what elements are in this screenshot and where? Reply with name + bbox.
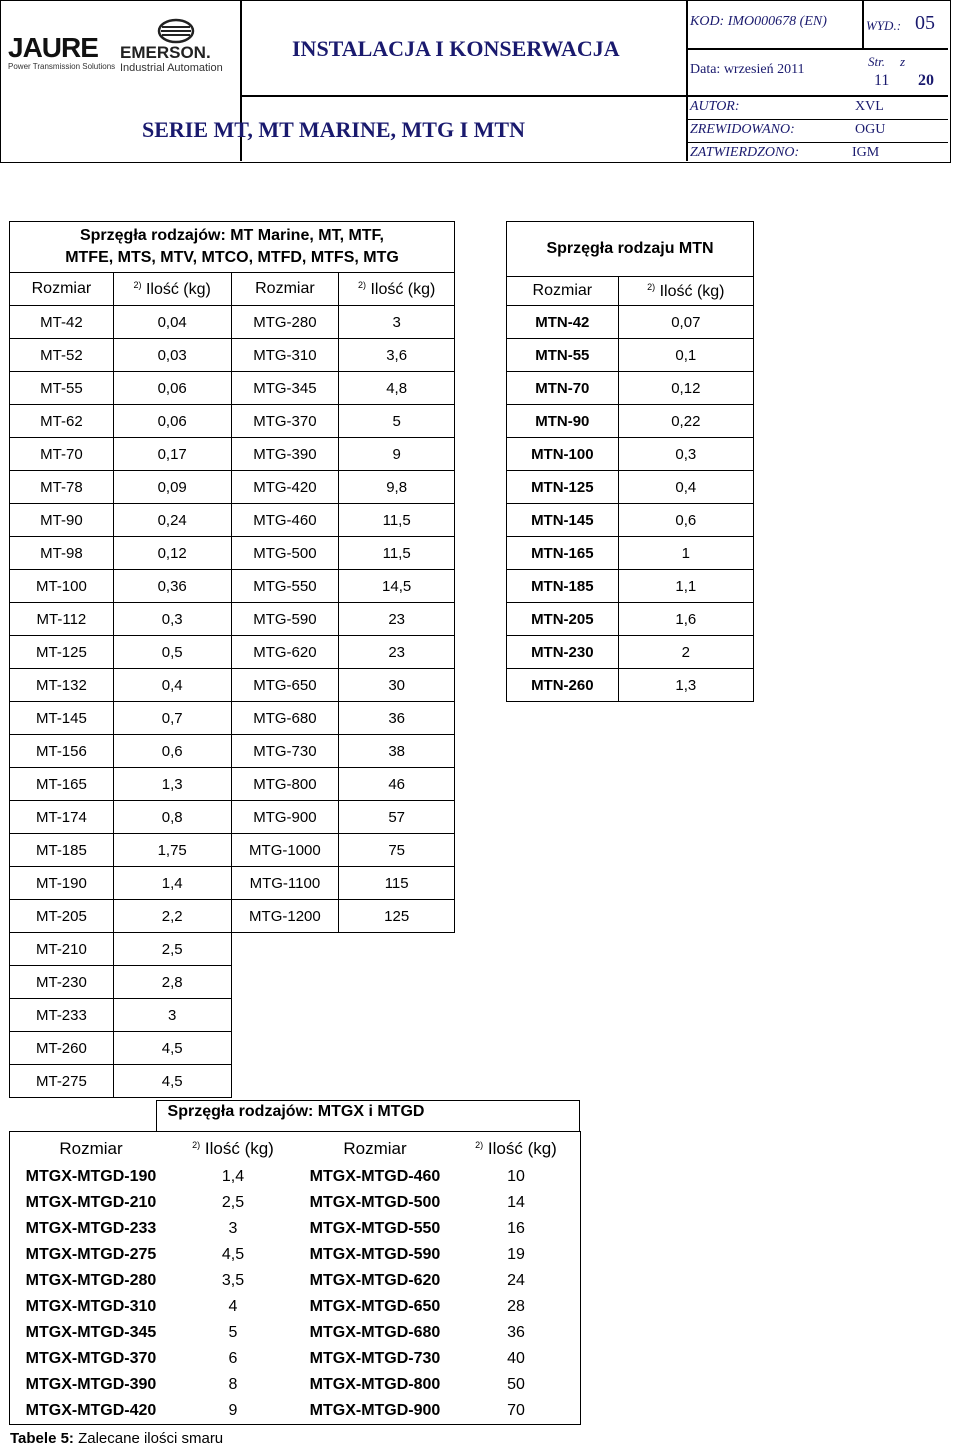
qty-cell: 11,5 bbox=[339, 504, 455, 537]
size-cell: MTG-650 bbox=[231, 669, 339, 702]
doc-date: Data: wrzesień 2011 bbox=[690, 62, 805, 77]
size-cell: MTN-70 bbox=[507, 372, 619, 405]
page-label: Str. bbox=[868, 54, 885, 69]
size-cell: MTGX-MTGD-460 bbox=[309, 1168, 441, 1185]
qty-cell: 9,8 bbox=[339, 471, 455, 504]
column-header-qty bbox=[454, 1134, 578, 1164]
qty-cell: 0,1 bbox=[618, 339, 753, 372]
size-cell: MTGX-MTGD-390 bbox=[25, 1376, 157, 1393]
empty-cell bbox=[231, 933, 455, 966]
qty-cell: 8 bbox=[228, 1376, 238, 1393]
qty-cell: 4,5 bbox=[113, 1032, 231, 1065]
size-cell: MTGX-MTGD-590 bbox=[309, 1246, 441, 1263]
qty-cell: 2,8 bbox=[113, 966, 231, 999]
qty-cell: 28 bbox=[507, 1298, 525, 1315]
table-row bbox=[10, 570, 455, 603]
qty-cell: 0,22 bbox=[618, 405, 753, 438]
size-cell: MTG-280 bbox=[231, 306, 339, 339]
empty-cell bbox=[231, 1065, 455, 1098]
table-row bbox=[10, 1032, 455, 1065]
page-of-label: z bbox=[900, 54, 906, 69]
qty-cell: 3 bbox=[113, 999, 231, 1032]
lubricant-table-mtn bbox=[506, 221, 754, 702]
size-cell: MTG-345 bbox=[231, 372, 339, 405]
qty-cell: 0,3 bbox=[113, 603, 231, 636]
author-label: AUTOR: bbox=[690, 99, 740, 114]
size-cell: MT-174 bbox=[10, 801, 114, 834]
table-row bbox=[10, 900, 455, 933]
size-cell: MTN-42 bbox=[507, 306, 619, 339]
caption-number: Tabele 5: bbox=[10, 1430, 74, 1447]
size-cell: MT-98 bbox=[10, 537, 114, 570]
qty-cell: 40 bbox=[507, 1350, 525, 1367]
table-row bbox=[10, 768, 455, 801]
size-cell: MTG-730 bbox=[231, 735, 339, 768]
size-cell: MTGX-MTGD-233 bbox=[25, 1220, 157, 1237]
qty-cell: 1,1 bbox=[618, 570, 753, 603]
qty-cell: 11,5 bbox=[339, 537, 455, 570]
table-row bbox=[12, 1398, 578, 1424]
column-header-qty-note: 2) bbox=[647, 281, 656, 292]
column-header-qty bbox=[170, 1134, 296, 1164]
qty-cell: 0,24 bbox=[113, 504, 231, 537]
column-header-qty-label: Ilość (kg) bbox=[370, 280, 436, 298]
qty-cell: 36 bbox=[507, 1324, 525, 1341]
qty-cell: 0,12 bbox=[113, 537, 231, 570]
qty-cell: 9 bbox=[228, 1402, 238, 1419]
table-row bbox=[10, 504, 455, 537]
size-cell: MT-78 bbox=[10, 471, 114, 504]
qty-cell: 0,8 bbox=[113, 801, 231, 834]
size-cell: MT-275 bbox=[10, 1065, 114, 1098]
size-cell: MTG-370 bbox=[231, 405, 339, 438]
column-header-size: Rozmiar bbox=[343, 1139, 407, 1158]
emerson-logo bbox=[120, 18, 236, 74]
table-row bbox=[10, 438, 455, 471]
qty-cell: 0,09 bbox=[113, 471, 231, 504]
size-cell: MTN-125 bbox=[507, 471, 619, 504]
qty-cell: 50 bbox=[507, 1376, 525, 1393]
table-row bbox=[10, 966, 455, 999]
table-row bbox=[507, 504, 754, 537]
qty-cell: 36 bbox=[339, 702, 455, 735]
column-header-qty-label: Ilość (kg) bbox=[487, 1139, 557, 1158]
qty-cell: 30 bbox=[339, 669, 455, 702]
size-cell: MTGX-MTGD-500 bbox=[309, 1194, 441, 1211]
column-header-qty-note: 2) bbox=[357, 279, 366, 290]
size-cell: MTG-620 bbox=[231, 636, 339, 669]
table-caption bbox=[10, 1430, 223, 1447]
qty-cell: 2,2 bbox=[113, 900, 231, 933]
column-header-size: Rozmiar bbox=[10, 273, 114, 306]
table-row bbox=[507, 537, 754, 570]
table-row bbox=[12, 1190, 578, 1216]
qty-cell: 3,6 bbox=[339, 339, 455, 372]
size-cell: MTN-185 bbox=[507, 570, 619, 603]
size-cell: MTN-55 bbox=[507, 339, 619, 372]
table-row bbox=[10, 834, 455, 867]
table-row bbox=[507, 636, 754, 669]
table1-title-line1: Sprzęgła rodzajów: MT Marine, MT, MTF, bbox=[79, 227, 384, 244]
size-cell: MTG-680 bbox=[231, 702, 339, 735]
size-cell: MTG-1000 bbox=[231, 834, 339, 867]
size-cell: MTG-1100 bbox=[231, 867, 339, 900]
size-cell: MT-70 bbox=[10, 438, 114, 471]
table3-title: Sprzęgła rodzajów: MTGX i MTGD bbox=[167, 1103, 425, 1120]
table-row bbox=[10, 471, 455, 504]
author-value: XVL bbox=[855, 99, 884, 114]
size-cell: MTN-230 bbox=[507, 636, 619, 669]
size-cell: MT-55 bbox=[10, 372, 114, 405]
lubricant-table-mtgx bbox=[12, 1134, 578, 1424]
qty-cell: 70 bbox=[507, 1402, 525, 1419]
column-header-qty bbox=[618, 277, 753, 306]
size-cell: MTG-800 bbox=[231, 768, 339, 801]
qty-cell: 0,06 bbox=[113, 372, 231, 405]
size-cell: MTG-420 bbox=[231, 471, 339, 504]
table-row bbox=[10, 405, 455, 438]
size-cell: MTN-90 bbox=[507, 405, 619, 438]
table-row bbox=[507, 306, 754, 339]
column-header-qty bbox=[113, 273, 231, 306]
qty-cell: 0,4 bbox=[113, 669, 231, 702]
size-cell: MTGX-MTGD-650 bbox=[309, 1298, 441, 1315]
qty-cell: 0,17 bbox=[113, 438, 231, 471]
qty-cell: 1 bbox=[618, 537, 753, 570]
size-cell: MT-165 bbox=[10, 768, 114, 801]
empty-cell bbox=[231, 966, 455, 999]
size-cell: MTG-550 bbox=[231, 570, 339, 603]
size-cell: MTGX-MTGD-680 bbox=[309, 1324, 441, 1341]
table2-title-row bbox=[507, 222, 754, 277]
column-header-qty-label: Ilość (kg) bbox=[204, 1139, 274, 1158]
table-row bbox=[10, 636, 455, 669]
revised-label: ZREWIDOWANO: bbox=[690, 122, 795, 137]
empty-cell bbox=[231, 999, 455, 1032]
size-cell: MT-233 bbox=[10, 999, 114, 1032]
column-header-size: Rozmiar bbox=[59, 1139, 123, 1158]
size-cell: MTGX-MTGD-190 bbox=[25, 1168, 157, 1185]
qty-cell: 4,8 bbox=[339, 372, 455, 405]
table3-header-row bbox=[12, 1134, 578, 1164]
qty-cell: 3 bbox=[228, 1220, 238, 1237]
qty-cell: 3,5 bbox=[221, 1272, 245, 1289]
column-header-qty bbox=[339, 273, 455, 306]
qty-cell: 24 bbox=[507, 1272, 525, 1289]
table-row bbox=[507, 372, 754, 405]
size-cell: MT-205 bbox=[10, 900, 114, 933]
table-row bbox=[10, 339, 455, 372]
table-row bbox=[507, 405, 754, 438]
approved-label: ZATWIERDZONO: bbox=[690, 145, 800, 160]
table-row bbox=[10, 933, 455, 966]
qty-cell: 38 bbox=[339, 735, 455, 768]
qty-cell: 0,6 bbox=[618, 504, 753, 537]
qty-cell: 0,04 bbox=[113, 306, 231, 339]
column-header-qty-label: Ilość (kg) bbox=[145, 280, 211, 298]
qty-cell: 46 bbox=[339, 768, 455, 801]
qty-cell: 0,5 bbox=[113, 636, 231, 669]
table-row bbox=[10, 702, 455, 735]
qty-cell: 5 bbox=[339, 405, 455, 438]
size-cell: MTG-390 bbox=[231, 438, 339, 471]
qty-cell: 0,12 bbox=[618, 372, 753, 405]
size-cell: MTGX-MTGD-550 bbox=[309, 1220, 441, 1237]
size-cell: MT-185 bbox=[10, 834, 114, 867]
column-header-qty-label: Ilość (kg) bbox=[659, 282, 725, 300]
qty-cell: 6 bbox=[228, 1350, 238, 1367]
size-cell: MTN-260 bbox=[507, 669, 619, 702]
emerson-tagline: Industrial Automation bbox=[120, 62, 223, 74]
size-cell: MTG-1200 bbox=[231, 900, 339, 933]
size-cell: MTGX-MTGD-800 bbox=[309, 1376, 441, 1393]
table-row bbox=[12, 1346, 578, 1372]
table-row bbox=[507, 438, 754, 471]
qty-cell: 1,4 bbox=[113, 867, 231, 900]
size-cell: MTGX-MTGD-310 bbox=[25, 1298, 157, 1315]
table-row bbox=[12, 1242, 578, 1268]
qty-cell: 14 bbox=[507, 1194, 525, 1211]
qty-cell: 23 bbox=[339, 603, 455, 636]
qty-cell: 1,4 bbox=[221, 1168, 245, 1185]
qty-cell: 1,6 bbox=[618, 603, 753, 636]
size-cell: MTGX-MTGD-370 bbox=[25, 1350, 157, 1367]
table-row bbox=[10, 867, 455, 900]
qty-cell: 0,36 bbox=[113, 570, 231, 603]
table-row bbox=[10, 801, 455, 834]
size-cell: MTGX-MTGD-420 bbox=[25, 1402, 157, 1419]
table1-title bbox=[10, 222, 455, 273]
revised-value: OGU bbox=[855, 122, 886, 137]
doc-code: KOD: IMO000678 (EN) bbox=[690, 14, 827, 29]
emerson-wordmark: EMERSON. bbox=[120, 43, 211, 62]
size-cell: MT-260 bbox=[10, 1032, 114, 1065]
size-cell: MTG-500 bbox=[231, 537, 339, 570]
qty-cell: 1,3 bbox=[113, 768, 231, 801]
size-cell: MTGX-MTGD-210 bbox=[25, 1194, 157, 1211]
qty-cell: 115 bbox=[339, 867, 455, 900]
table1-header-row bbox=[10, 273, 455, 306]
qty-cell: 23 bbox=[339, 636, 455, 669]
size-cell: MT-230 bbox=[10, 966, 114, 999]
page-total: 20 bbox=[918, 72, 934, 89]
qty-cell: 125 bbox=[339, 900, 455, 933]
page-number: 11 bbox=[874, 72, 890, 89]
size-cell: MT-190 bbox=[10, 867, 114, 900]
column-header-qty-note: 2) bbox=[133, 279, 142, 290]
table-row bbox=[10, 735, 455, 768]
qty-cell: 1,3 bbox=[618, 669, 753, 702]
lubricant-table-mt bbox=[9, 221, 455, 1098]
size-cell: MTN-165 bbox=[507, 537, 619, 570]
qty-cell: 0,3 bbox=[618, 438, 753, 471]
size-cell: MT-90 bbox=[10, 504, 114, 537]
qty-cell: 10 bbox=[507, 1168, 525, 1185]
table-row bbox=[507, 339, 754, 372]
qty-cell: 0,07 bbox=[618, 306, 753, 339]
table2-header-row bbox=[507, 277, 754, 306]
size-cell: MT-100 bbox=[10, 570, 114, 603]
size-cell: MTGX-MTGD-280 bbox=[25, 1272, 157, 1289]
table-row bbox=[12, 1320, 578, 1346]
qty-cell: 5 bbox=[228, 1324, 238, 1341]
qty-cell: 0,03 bbox=[113, 339, 231, 372]
table-row bbox=[12, 1372, 578, 1398]
table-row bbox=[10, 999, 455, 1032]
emerson-emblem-icon bbox=[156, 18, 196, 44]
table2-title: Sprzęgła rodzaju MTN bbox=[507, 222, 754, 277]
size-cell: MTG-900 bbox=[231, 801, 339, 834]
column-header-qty-note: 2) bbox=[192, 1140, 201, 1150]
column-header-size: Rozmiar bbox=[507, 277, 619, 306]
table-row bbox=[10, 537, 455, 570]
table-row bbox=[507, 471, 754, 504]
column-header-size: Rozmiar bbox=[231, 273, 339, 306]
qty-cell: 57 bbox=[339, 801, 455, 834]
size-cell: MTG-590 bbox=[231, 603, 339, 636]
table1-title-line2: MTFE, MTS, MTV, MTCO, MTFD, MTFS, MTG bbox=[65, 249, 399, 266]
qty-cell: 4,5 bbox=[221, 1246, 245, 1263]
empty-cell bbox=[231, 1032, 455, 1065]
size-cell: MTG-460 bbox=[231, 504, 339, 537]
size-cell: MT-112 bbox=[10, 603, 114, 636]
qty-cell: 2,5 bbox=[221, 1194, 245, 1211]
qty-cell: 14,5 bbox=[339, 570, 455, 603]
table-row bbox=[10, 669, 455, 702]
table-row bbox=[10, 372, 455, 405]
qty-cell: 0,6 bbox=[113, 735, 231, 768]
qty-cell: 4 bbox=[228, 1298, 238, 1315]
size-cell: MTN-145 bbox=[507, 504, 619, 537]
table-row bbox=[12, 1294, 578, 1320]
table-row bbox=[10, 306, 455, 339]
qty-cell: 19 bbox=[507, 1246, 525, 1263]
size-cell: MT-156 bbox=[10, 735, 114, 768]
table-row bbox=[507, 570, 754, 603]
size-cell: MTGX-MTGD-345 bbox=[25, 1324, 157, 1341]
size-cell: MTGX-MTGD-730 bbox=[309, 1350, 441, 1367]
jaure-tagline: Power Transmission Solutions bbox=[8, 62, 116, 71]
size-cell: MTN-205 bbox=[507, 603, 619, 636]
size-cell: MTGX-MTGD-900 bbox=[309, 1402, 441, 1419]
size-cell: MTGX-MTGD-620 bbox=[309, 1272, 441, 1289]
qty-cell: 0,06 bbox=[113, 405, 231, 438]
table-row bbox=[12, 1164, 578, 1190]
size-cell: MTGX-MTGD-275 bbox=[25, 1246, 157, 1263]
table-row bbox=[12, 1268, 578, 1294]
edition-value: 05 bbox=[915, 12, 935, 34]
document-subtitle: SERIE MT, MT MARINE, MTG I MTN bbox=[142, 117, 525, 142]
qty-cell: 2 bbox=[618, 636, 753, 669]
table-row bbox=[10, 603, 455, 636]
size-cell: MT-145 bbox=[10, 702, 114, 735]
qty-cell: 0,4 bbox=[618, 471, 753, 504]
jaure-logo bbox=[8, 34, 120, 71]
table-row bbox=[10, 1065, 455, 1098]
approved-value: IGM bbox=[852, 145, 880, 160]
table-row bbox=[12, 1216, 578, 1242]
size-cell: MT-42 bbox=[10, 306, 114, 339]
size-cell: MT-125 bbox=[10, 636, 114, 669]
size-cell: MTN-100 bbox=[507, 438, 619, 471]
size-cell: MT-132 bbox=[10, 669, 114, 702]
size-cell: MT-52 bbox=[10, 339, 114, 372]
qty-cell: 3 bbox=[339, 306, 455, 339]
edition-label: WYD.: bbox=[866, 18, 902, 33]
table1-title-row bbox=[10, 222, 455, 273]
qty-cell: 1,75 bbox=[113, 834, 231, 867]
qty-cell: 16 bbox=[507, 1220, 525, 1237]
qty-cell: 2,5 bbox=[113, 933, 231, 966]
size-cell: MT-210 bbox=[10, 933, 114, 966]
qty-cell: 9 bbox=[339, 438, 455, 471]
size-cell: MTG-310 bbox=[231, 339, 339, 372]
qty-cell: 4,5 bbox=[113, 1065, 231, 1098]
column-header-qty-note: 2) bbox=[475, 1140, 484, 1150]
table-row bbox=[507, 603, 754, 636]
document-title: INSTALACJA I KONSERWACJA bbox=[292, 36, 620, 61]
qty-cell: 0,7 bbox=[113, 702, 231, 735]
caption-text: Zalecane ilości smaru bbox=[78, 1430, 224, 1447]
document-header bbox=[0, 0, 951, 163]
qty-cell: 75 bbox=[339, 834, 455, 867]
size-cell: MT-62 bbox=[10, 405, 114, 438]
table-row bbox=[507, 669, 754, 702]
jaure-wordmark: JAURE bbox=[8, 32, 98, 63]
